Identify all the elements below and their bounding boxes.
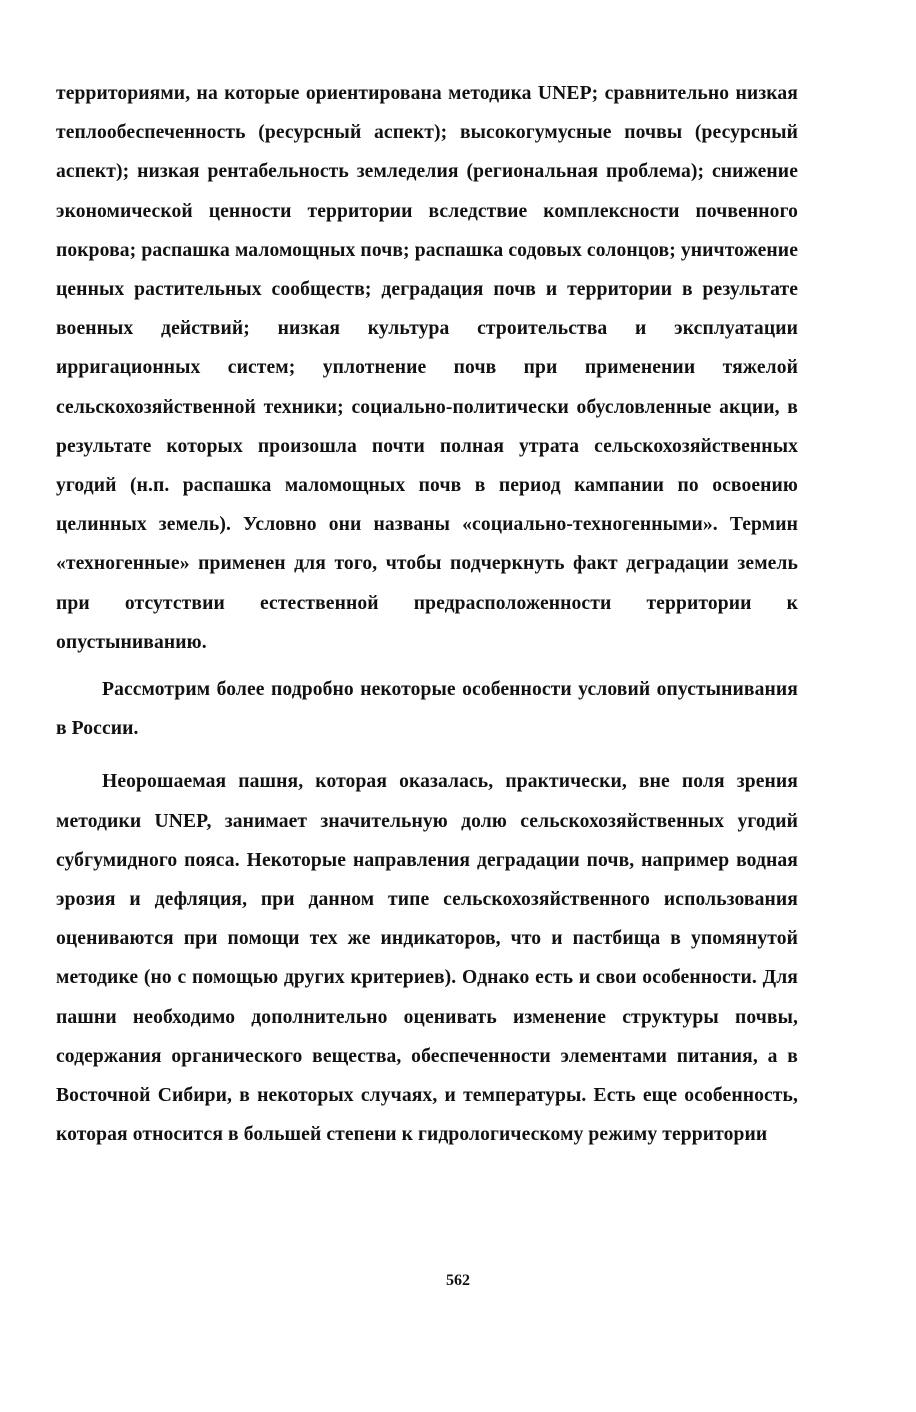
paragraph-russia-conditions: Рассмотрим более подробно некоторые особенности условий опустынивания в России. <box>56 679 798 740</box>
body-text <box>56 74 798 1154</box>
paragraph-non-irrigated-arable: Неорошаемая пашня, которая оказалась, практически, вне поля зрения методики UNEP, занимает значительную долю сельскохозяйственных угодий субгумидного пояса. Некоторые направления деградации почв, например водная эрозия и дефляция, при данном типе сельскохозяйственного использования оцениваются при помощи тех же индикаторов, что и пастбища в упомянутой методике (но с помощью других критериев). Однако есть и свои особенности. Для пашни необходимо дополнительно оценивать изменение структуры почвы, содержания органического вещества, обеспеченности элементами питания, а в Восточной Сибири, в некоторых случаях, и температуры. Есть еще особенность, которая относится в большей степени к гидрологическому режиму территории <box>56 771 798 1146</box>
page-number: 562 <box>446 1272 470 1289</box>
paragraph-continuation: территориями, на которые ориентирована методика UNEP; сравнительно низкая теплообеспеченность (ресурсный аспект); высокогумусные почвы (ресурсный аспект); низкая рентабельность земледелия (региональная проблема); снижение экономической ценности территории вследствие комплексности почвенного покрова; распашка маломощных почв; распашка содовых солонцов; уничтожение ценных растительных сообществ; деградация почв и территории в результате военных действий; низкая культура строительства и эксплуатации ирригационных систем; уплотнение почв при применении тяжелой сельскохозяйственной техники; социально-политически обусловленные акции, в результате которых произошла почти полная утрата сельскохозяйственных угодий (н.п. распашка маломощных почв в период кампании по освоению целинных земель). Условно они названы «социально-техногенными». Термин «техногенные» применен для того, чтобы подчеркнуть факт деградации земель при отсутствии естественной предрасположенности территории к опустыниванию. <box>56 83 798 653</box>
